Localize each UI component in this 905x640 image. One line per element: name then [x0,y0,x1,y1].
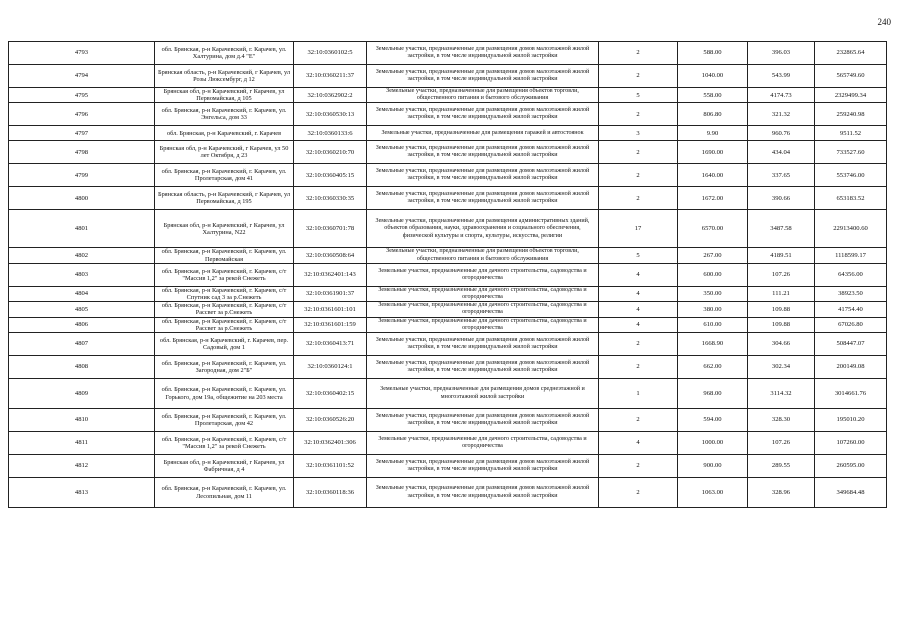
area-cell: 350.00 [678,286,748,301]
cadastral-number-cell: 32:10:0360526:20 [294,409,367,432]
specific-value-cell: 111.21 [748,286,815,301]
area-cell: 662.00 [678,356,748,379]
cadastral-value-cell: 508447.07 [815,333,887,356]
cadastral-value-cell: 195010.20 [815,409,887,432]
group-cell: 2 [599,103,678,126]
table-body [9,42,887,508]
cadastral-number-cell: 32:10:0360210:70 [294,141,367,164]
address-cell: обл. Брянская, р-н Карачевский, г. Карачев, ул. Первомайская [155,248,294,263]
row-number-cell: 4793 [9,42,155,65]
specific-value-cell: 107.26 [748,263,815,286]
cadastral-value-cell: 3014661.76 [815,379,887,409]
land-use-cell: Земельные участки, предназначенные для размещения домов малоэтажной жилой застройки, в том числе индивидуальной жилой застройки [367,141,599,164]
address-cell: Брянская обл, р-н Карачевский, г Карачев, ул 50 лет Октября, д 23 [155,141,294,164]
land-use-cell: Земельные участки, предназначенные для размещения домов малоэтажной жилой застройки, в том числе индивидуальной жилой застройки [367,455,599,478]
table-row [9,103,887,126]
address-cell: обл. Брянская, р-н Карачевский, г. Карачев, ул. Лесопильная, дом 11 [155,478,294,508]
specific-value-cell: 109.88 [748,317,815,332]
group-cell: 4 [599,432,678,455]
row-number-cell: 4795 [9,88,155,103]
row-number-cell: 4804 [9,286,155,301]
group-cell: 5 [599,248,678,263]
address-cell: Брянская обл, р-н Карачевский, г Карачев, ул Первомайская, д 105 [155,88,294,103]
specific-value-cell: 304.66 [748,333,815,356]
cadastral-number-cell: 32:10:0361601:101 [294,302,367,317]
land-use-cell: Земельные участки, предназначенные для размещения домов малоэтажной жилой застройки, в том числе индивидуальной жилой застройки [367,187,599,210]
land-use-cell: Земельные участки, предназначенные для размещения домов малоэтажной жилой застройки, в том числе индивидуальной жилой застройки [367,103,599,126]
table-row [9,141,887,164]
row-number-cell: 4808 [9,356,155,379]
specific-value-cell: 434.04 [748,141,815,164]
land-use-cell: Земельные участки, предназначенные для размещения домов малоэтажной жилой застройки, в том числе индивидуальной жилой застройки [367,478,599,508]
group-cell: 2 [599,65,678,88]
address-cell: обл. Брянская, р-н Карачевский, г. Карачев, с/т Спутник сад 3 за р.Снежеть [155,286,294,301]
address-cell: обл. Брянская, р-н Карачевский, г. Карачев, с/т "Массив 1,2" за рекой Снежеть [155,263,294,286]
row-number-cell: 4794 [9,65,155,88]
area-cell: 6570.00 [678,210,748,248]
specific-value-cell: 543.99 [748,65,815,88]
cadastral-number-cell: 32:10:0360530:13 [294,103,367,126]
area-cell: 1672.00 [678,187,748,210]
cadastral-value-cell: 653183.52 [815,187,887,210]
area-cell: 1640.00 [678,164,748,187]
page-number: 240 [877,17,891,27]
address-cell: Брянская обл, р-н Карачевский, г Карачев, ул Фабричная, д 4 [155,455,294,478]
cadastral-number-cell: 32:10:0362902:2 [294,88,367,103]
cadastral-value-cell: 733527.60 [815,141,887,164]
table-row [9,317,887,332]
group-cell: 17 [599,210,678,248]
cadastral-value-cell: 38923.50 [815,286,887,301]
group-cell: 4 [599,302,678,317]
land-use-cell: Земельные участки, предназначенные для размещения административных зданий, объектов образования, науки, здравоохранения и социального обеспечения, физической культуры и спорта, культуры, искусства, религии [367,210,599,248]
table-row [9,42,887,65]
area-cell: 900.00 [678,455,748,478]
cadastral-value-cell: 22913400.60 [815,210,887,248]
group-cell: 2 [599,333,678,356]
cadastral-number-cell: 32:10:0361601:159 [294,317,367,332]
cadastral-number-cell: 32:10:0361101:52 [294,455,367,478]
table-row [9,88,887,103]
land-use-cell: Земельные участки, предназначенные для дачного строительства, садоводства и огородничества [367,302,599,317]
table-row [9,164,887,187]
cadastral-number-cell: 32:10:0360413:71 [294,333,367,356]
table-row [9,263,887,286]
row-number-cell: 4796 [9,103,155,126]
cadastral-value-cell: 1118599.17 [815,248,887,263]
cadastral-number-cell: 32:10:0360402:15 [294,379,367,409]
row-number-cell: 4806 [9,317,155,332]
group-cell: 2 [599,42,678,65]
cadastral-number-cell: 32:10:0362401:143 [294,263,367,286]
row-number-cell: 4798 [9,141,155,164]
table-row [9,478,887,508]
cadastral-value-cell: 2329499.34 [815,88,887,103]
specific-value-cell: 328.30 [748,409,815,432]
cadastral-value-cell: 64356.00 [815,263,887,286]
specific-value-cell: 107.26 [748,432,815,455]
cadastral-number-cell: 32:10:0360330:35 [294,187,367,210]
address-cell: обл. Брянская, р-н Карачевский, г. Карачев, ул. Пролетарская, дом 41 [155,164,294,187]
specific-value-cell: 390.66 [748,187,815,210]
group-cell: 2 [599,455,678,478]
specific-value-cell: 4174.73 [748,88,815,103]
cadastral-number-cell: 32:10:0360133:6 [294,126,367,141]
cadastral-value-cell: 260595.00 [815,455,887,478]
table-row [9,409,887,432]
group-cell: 2 [599,478,678,508]
address-cell: обл. Брянская, р-н Карачевский, г. Карачев, ул. Пролетарская, дом 42 [155,409,294,432]
address-cell: обл. Брянская, р-н Карачевский, г. Карачев, ул. Энгельса, дом 33 [155,103,294,126]
address-cell: Брянская область, р-н Карачевский, г Карачев, ул Первомайская, д 195 [155,187,294,210]
area-cell: 594.00 [678,409,748,432]
cadastral-value-cell: 41754.40 [815,302,887,317]
cadastral-number-cell: 32:10:0360701:78 [294,210,367,248]
land-use-cell: Земельные участки, предназначенные для размещения домов малоэтажной жилой застройки, в том числе индивидуальной жилой застройки [367,409,599,432]
table-row [9,379,887,409]
area-cell: 1690.00 [678,141,748,164]
row-number-cell: 4809 [9,379,155,409]
cadastral-value-cell: 200149.08 [815,356,887,379]
group-cell: 2 [599,356,678,379]
address-cell: Брянская обл, р-н Карачевский, г Карачев, ул Халтурина, N22 [155,210,294,248]
group-cell: 4 [599,286,678,301]
table-row [9,455,887,478]
area-cell: 380.00 [678,302,748,317]
table-row [9,248,887,263]
specific-value-cell: 396.03 [748,42,815,65]
table-row [9,432,887,455]
specific-value-cell: 337.65 [748,164,815,187]
specific-value-cell: 109.88 [748,302,815,317]
cadastral-number-cell: 32:10:0360118:36 [294,478,367,508]
area-cell: 610.00 [678,317,748,332]
table-row [9,126,887,141]
row-number-cell: 4811 [9,432,155,455]
group-cell: 2 [599,141,678,164]
row-number-cell: 4813 [9,478,155,508]
cadastral-value-cell: 9511.52 [815,126,887,141]
land-use-cell: Земельные участки, предназначенные для размещения объектов торговли, общественного питания и бытового обслуживания [367,88,599,103]
land-use-cell: Земельные участки, предназначенные для размещения гаражей и автостоянок [367,126,599,141]
area-cell: 1000.00 [678,432,748,455]
land-use-cell: Земельные участки, предназначенные для размещения домов малоэтажной жилой застройки, в том числе индивидуальной жилой застройки [367,356,599,379]
cadastral-value-cell: 67026.80 [815,317,887,332]
specific-value-cell: 4189.51 [748,248,815,263]
cadastral-number-cell: 32:10:0360508:64 [294,248,367,263]
table-row [9,286,887,301]
cadastral-value-cell: 553746.00 [815,164,887,187]
area-cell: 1668.90 [678,333,748,356]
row-number-cell: 4802 [9,248,155,263]
row-number-cell: 4801 [9,210,155,248]
table-row [9,210,887,248]
land-use-cell: Земельные участки, предназначенные для размещения домов малоэтажной жилой застройки, в том числе индивидуальной жилой застройки [367,42,599,65]
land-use-cell: Земельные участки, предназначенные для размещения объектов торговли, общественного питания и бытового обслуживания [367,248,599,263]
specific-value-cell: 3487.58 [748,210,815,248]
address-cell: обл. Брянская, р-н Карачевский, г. Карачев, ул. Горького, дом 19а, общежитие на 203 места [155,379,294,409]
specific-value-cell: 3114.32 [748,379,815,409]
area-cell: 588.00 [678,42,748,65]
area-cell: 1040.00 [678,65,748,88]
table-row [9,333,887,356]
address-cell: обл. Брянская, р-н Карачевский, г. Карачев, с/т "Массив 1,2" за рекой Снежеть [155,432,294,455]
group-cell: 4 [599,317,678,332]
row-number-cell: 4810 [9,409,155,432]
table-row [9,356,887,379]
cadastral-number-cell: 32:10:0362401:306 [294,432,367,455]
address-cell: обл. Брянская, р-н Карачевский, г. Карачев, пер. Садовый, дом 1 [155,333,294,356]
land-use-cell: Земельные участки, предназначенные для дачного строительства, садоводства и огородничества [367,317,599,332]
land-use-cell: Земельные участки, предназначенные для дачного строительства, садоводства и огородничества [367,432,599,455]
cadastral-number-cell: 32:10:0360124:1 [294,356,367,379]
cadastral-value-cell: 565749.60 [815,65,887,88]
group-cell: 3 [599,126,678,141]
table-row [9,65,887,88]
address-cell: обл. Брянская, р-н Карачевский, г. Карачев, с/т Рассвет за р.Снежеть [155,302,294,317]
cadastral-number-cell: 32:10:0361901:37 [294,286,367,301]
cadastral-number-cell: 32:10:0360211:37 [294,65,367,88]
table-row [9,187,887,210]
address-cell: обл. Брянская, р-н Карачевский, г. Карачев, ул. Халтурина, дом д.4 "Е" [155,42,294,65]
area-cell: 806.80 [678,103,748,126]
land-use-cell: Земельные участки, предназначенные для размещения домов малоэтажной жилой застройки, в том числе индивидуальной жилой застройки [367,333,599,356]
cadastral-number-cell: 32:10:0360102:5 [294,42,367,65]
cadastral-value-cell: 349684.48 [815,478,887,508]
area-cell: 267.00 [678,248,748,263]
cadastral-value-cell: 259240.98 [815,103,887,126]
specific-value-cell: 302.34 [748,356,815,379]
table-row [9,302,887,317]
group-cell: 2 [599,164,678,187]
specific-value-cell: 328.96 [748,478,815,508]
area-cell: 1063.00 [678,478,748,508]
area-cell: 558.00 [678,88,748,103]
row-number-cell: 4812 [9,455,155,478]
specific-value-cell: 321.32 [748,103,815,126]
address-cell: обл. Брянская, р-н Карачевский, г. Карачев [155,126,294,141]
land-use-cell: Земельные участки, предназначенные для дачного строительства, садоводства и огородничества [367,263,599,286]
area-cell: 600.00 [678,263,748,286]
land-use-cell: Земельные участки, предназначенные для дачного строительства, садоводства и огородничества [367,286,599,301]
address-cell: обл. Брянская, р-н Карачевский, г. Карачев, с/т Рассвет за р.Снежеть [155,317,294,332]
row-number-cell: 4800 [9,187,155,210]
land-use-cell: Земельные участки, предназначенные для размещения домов малоэтажной жилой застройки, в том числе индивидуальной жилой застройки [367,164,599,187]
row-number-cell: 4805 [9,302,155,317]
address-cell: Брянская область, р-н Карачевский, г Карачев, ул Розы Люксембург, д 12 [155,65,294,88]
cadastral-value-table [8,41,887,508]
area-cell: 9.90 [678,126,748,141]
row-number-cell: 4799 [9,164,155,187]
group-cell: 1 [599,379,678,409]
group-cell: 2 [599,187,678,210]
row-number-cell: 4797 [9,126,155,141]
group-cell: 5 [599,88,678,103]
row-number-cell: 4807 [9,333,155,356]
land-use-cell: Земельные участки, предназначенные для размещения домов малоэтажной жилой застройки, в том числе индивидуальной жилой застройки [367,65,599,88]
specific-value-cell: 289.55 [748,455,815,478]
address-cell: обл. Брянская, р-н Карачевский, г. Карачев, ул. Загородная, дом 2"Б" [155,356,294,379]
area-cell: 968.00 [678,379,748,409]
group-cell: 4 [599,263,678,286]
cadastral-number-cell: 32:10:0360405:15 [294,164,367,187]
cadastral-value-cell: 107260.00 [815,432,887,455]
specific-value-cell: 960.76 [748,126,815,141]
cadastral-value-cell: 232865.64 [815,42,887,65]
land-use-cell: Земельные участки, предназначенные для размещения домов среднеэтажной и многоэтажной жилой застройки [367,379,599,409]
row-number-cell: 4803 [9,263,155,286]
group-cell: 2 [599,409,678,432]
